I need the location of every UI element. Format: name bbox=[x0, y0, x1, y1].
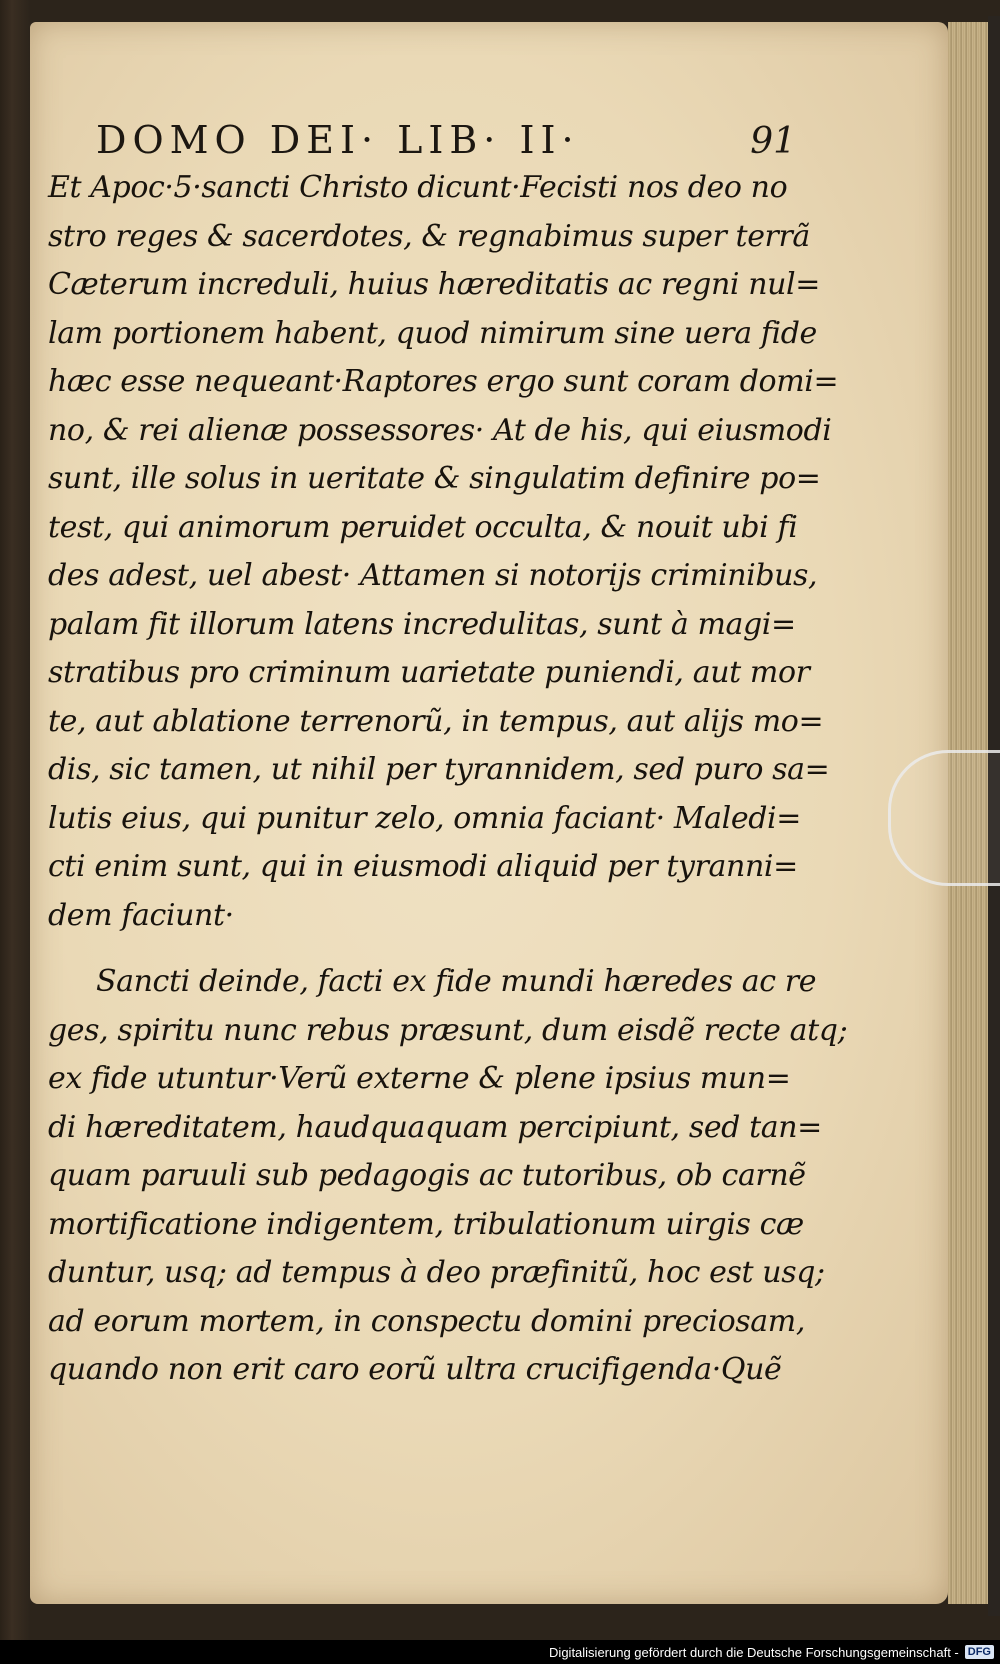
text-line: ex fide utuntur·Verũ externe & plene ipsius mun= bbox=[48, 1061, 791, 1096]
text-line: dem faciunt· bbox=[48, 897, 234, 933]
text-line: duntur, usq; ad tempus à deo præfinitũ, hoc est usq; bbox=[48, 1255, 825, 1290]
text-line: stratibus pro criminum uarietate puniendi, aut mor bbox=[48, 655, 810, 690]
footer-credit: Digitalisierung gefördert durch die Deutsche Forschungsgemeinschaft - bbox=[549, 1644, 959, 1660]
text-line: test, qui animorum peruidet occulta, & nouit ubi fi bbox=[48, 509, 798, 545]
text-line: no, & rei alienæ possessores· At de his, qui eiusmodi bbox=[48, 412, 832, 448]
text-line: Cæterum increduli, huius hæreditatis ac regni nul= bbox=[48, 267, 820, 302]
running-head: DOMO DEI· LIB· II· bbox=[96, 118, 580, 162]
page-number: 91 bbox=[750, 121, 796, 162]
text-line: di hæreditatem, haudquaquam percipiunt, sed tan= bbox=[48, 1109, 822, 1145]
page-clip-icon bbox=[888, 750, 1000, 886]
text-line: mortificatione indigentem, tribulationum uirgis cæ bbox=[48, 1206, 804, 1242]
text-line: quam paruuli sub pedagogis ac tutoribus, ob carnẽ bbox=[48, 1158, 806, 1193]
text-line: lutis eius, qui punitur zelo, omnia faciant· Maledi= bbox=[48, 800, 801, 836]
text-block bbox=[48, 164, 848, 1395]
text-line: cti enim sunt, qui in eiusmodi aliquid per tyranni= bbox=[48, 849, 798, 884]
text-line: sunt, ille solus in ueritate & singulatim definire po= bbox=[48, 461, 821, 496]
text-line: te, aut ablatione terrenorũ, in tempus, aut alijs mo= bbox=[48, 703, 824, 739]
text-line: Et Apoc·5·sancti Christo dicunt·Fecisti nos deo no bbox=[48, 170, 788, 205]
dfg-logo-icon: DFG bbox=[965, 1645, 994, 1659]
paragraph-gap bbox=[48, 940, 808, 958]
text-line: Sancti deinde, facti ex fide mundi hæredes ac re bbox=[96, 964, 817, 999]
footer-bar bbox=[0, 1640, 1000, 1664]
text-line: palam fit illorum latens incredulitas, sunt à magi= bbox=[48, 606, 796, 642]
text-line: ges, spiritu nunc rebus præsunt, dum eisdẽ recte atq; bbox=[48, 1012, 848, 1048]
text-line: hæc esse nequeant·Raptores ergo sunt coram domi= bbox=[48, 364, 839, 399]
text-line: lam portionem habent, quod nimirum sine uera fide bbox=[48, 315, 817, 351]
text-line: ad eorum mortem, in conspectu domini preciosam, bbox=[48, 1303, 805, 1339]
text-line: dis, sic tamen, ut nihil per tyrannidem, sed puro sa= bbox=[48, 752, 830, 787]
text-line: des adest, uel abest· Attamen si notorijs criminibus, bbox=[48, 558, 818, 593]
text-line: stro reges & sacerdotes, & regnabimus super terrã bbox=[48, 218, 810, 254]
page-header bbox=[96, 118, 796, 170]
text-line: quando non erit caro eorũ ultra crucifigenda·Quẽ bbox=[48, 1352, 782, 1387]
